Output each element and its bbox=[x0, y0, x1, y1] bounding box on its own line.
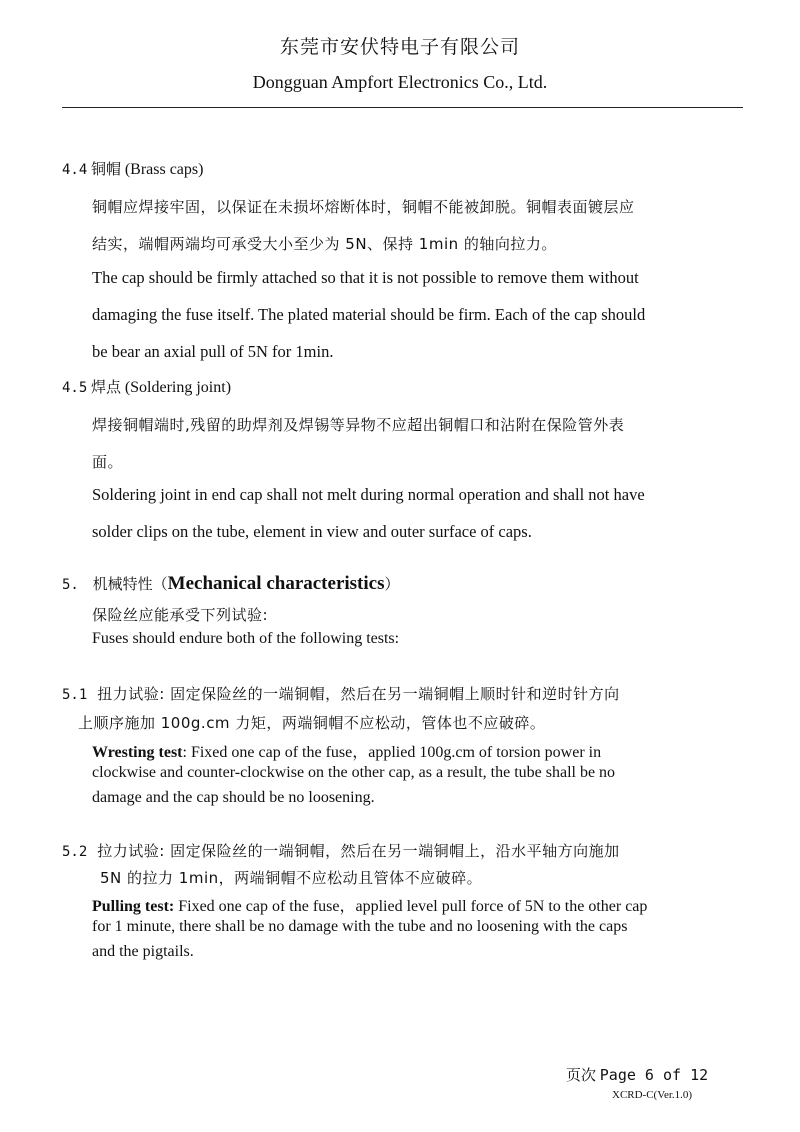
page-indicator bbox=[566, 1064, 708, 1085]
test-description: Fixed one cap of the fuse，applied level pull force of 5N to the other cap bbox=[174, 898, 648, 915]
section-5-1-line bbox=[62, 683, 620, 704]
section-number: 5.2 bbox=[62, 844, 88, 860]
paragraph-line-cn: 面。 bbox=[92, 453, 124, 471]
bracket-open: （ bbox=[152, 575, 168, 593]
test-name-bold: Pulling test: bbox=[92, 898, 175, 915]
section-4-5-heading bbox=[62, 376, 231, 397]
company-name-en: Dongguan Ampfort Electronics Co., Ltd. bbox=[252, 72, 548, 92]
paragraph-line-en: damaging the fuse itself. The plated material should be firm. Each of the cap should bbox=[92, 305, 646, 324]
paragraph-line-cn: 结实，端帽两端均可承受大小至少为 5N、保持 1min 的轴向拉力。 bbox=[92, 235, 557, 253]
paragraph-line-en: be bear an axial pull of 5N for 1min. bbox=[92, 342, 334, 361]
section-4-4-heading bbox=[62, 158, 203, 179]
paragraph-line-cn: 焊接铜帽端时,残留的助焊剂及焊锡等异物不应超出铜帽口和沾附在保险管外表 bbox=[92, 416, 625, 434]
paragraph-line-en bbox=[92, 893, 647, 916]
test-description: : Fixed one cap of the fuse，applied 100g.cm of torsion power in bbox=[182, 744, 602, 761]
section-title-en: (Soldering joint) bbox=[124, 379, 232, 396]
paragraph-line-en bbox=[92, 739, 601, 762]
section-title-cn: 机械特性 bbox=[92, 575, 153, 593]
paragraph-line-en: Soldering joint in end cap shall not melt during normal operation and shall not have bbox=[92, 485, 645, 504]
paragraph-line-en: clockwise and counter-clockwise on the other cap, as a result, the tube shall be no bbox=[92, 764, 616, 781]
section-5-2-line bbox=[62, 840, 620, 861]
test-name-bold: Wresting test bbox=[92, 744, 183, 761]
document-version: XCRD-C(Ver.1.0) bbox=[612, 1089, 693, 1101]
section-title-en: Mechanical characteristics bbox=[167, 573, 385, 594]
paragraph-line-en: and the pigtails. bbox=[92, 943, 194, 960]
section-title-cn: 焊点 bbox=[91, 378, 122, 396]
bracket-close: ） bbox=[384, 575, 400, 593]
paragraph-line-en: solder clips on the tube, element in view and outer surface of caps. bbox=[92, 522, 532, 541]
paragraph-line-cn: 拉力试验: 固定保险丝的一端铜帽，然后在另一端铜帽上，沿水平轴方向施加 bbox=[97, 842, 620, 860]
paragraph-line-cn: 5N 的拉力 1min，两端铜帽不应松动且管体不应破碎。 bbox=[100, 869, 483, 887]
page-label-cn: 页次 bbox=[566, 1066, 597, 1084]
section-5-heading bbox=[62, 573, 400, 595]
paragraph-line-en: damage and the cap should be no loosening. bbox=[92, 789, 375, 806]
section-number: 5. bbox=[62, 577, 79, 593]
page-number: Page 6 of 12 bbox=[599, 1066, 709, 1084]
paragraph-line-cn: 保险丝应能承受下列试验: bbox=[92, 606, 269, 624]
paragraph-line-en: The cap should be firmly attached so that it is not possible to remove them without bbox=[92, 268, 639, 287]
section-title-en: (Brass caps) bbox=[124, 161, 204, 178]
paragraph-line-cn: 铜帽应焊接牢固，以保证在未损坏熔断体时，铜帽不能被卸脱。铜帽表面镀层应 bbox=[92, 198, 635, 216]
paragraph-line-cn: 扭力试验: 固定保险丝的一端铜帽，然后在另一端铜帽上顺时针和逆时针方向 bbox=[97, 685, 620, 703]
section-number: 4.5 bbox=[62, 380, 88, 396]
company-name-cn: 东莞市安伏特电子有限公司 bbox=[279, 36, 520, 58]
paragraph-line-en: Fuses should endure both of the following tests: bbox=[92, 630, 400, 647]
section-title-cn: 铜帽 bbox=[91, 160, 122, 178]
section-number: 4.4 bbox=[62, 162, 88, 178]
header-divider bbox=[62, 107, 743, 108]
section-number: 5.1 bbox=[62, 687, 88, 703]
paragraph-line-en: for 1 minute, there shall be no damage with the tube and no loosening with the caps bbox=[92, 918, 628, 935]
paragraph-line-cn: 上顺序施加 100g.cm 力矩，两端铜帽不应松动，管体也不应破碎。 bbox=[78, 714, 546, 732]
